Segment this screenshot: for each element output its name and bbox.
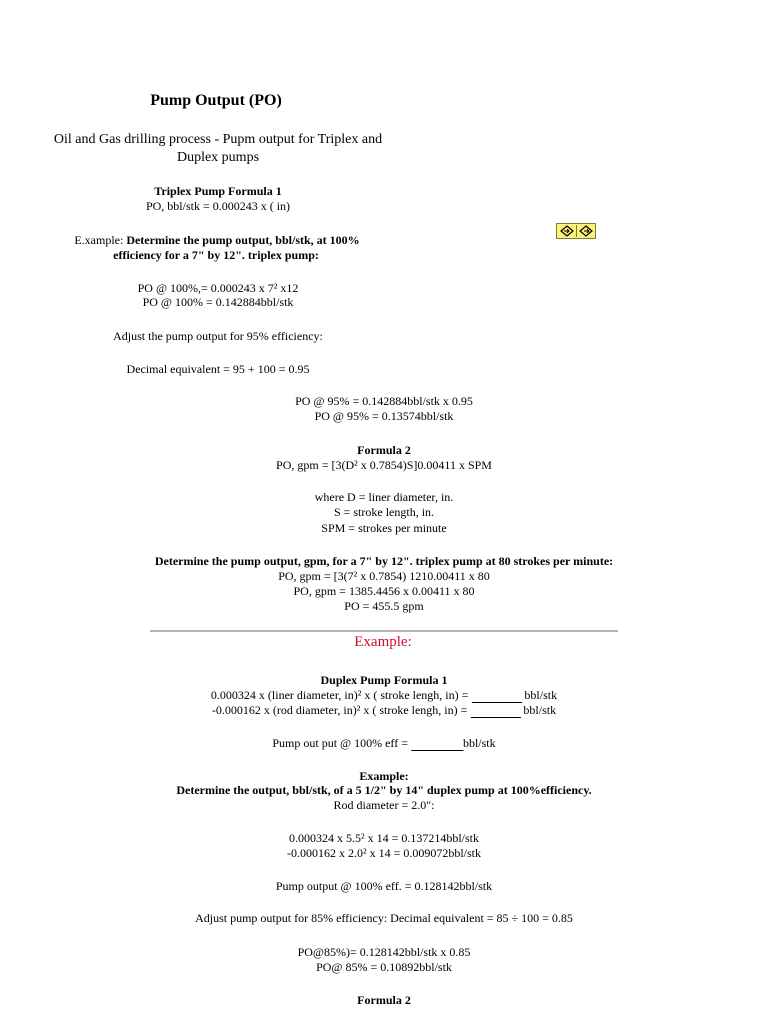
duplex-calc-3: Pump output @ 100% eff. = 0.128142bbl/stk bbox=[275, 879, 493, 893]
duplex-question: Determine the output, bbl/stk, of a 5 1/2" by 14" duplex pump at 100%efficiency. bbox=[176, 783, 592, 797]
duplex-formula-1-text: 0.000324 x (liner diameter, in)² x ( stroke lengh, in) = bbox=[210, 688, 472, 702]
formula2-formula: PO, gpm = [3(D² x 0.7854)S]0.00411 x SPM bbox=[276, 458, 492, 472]
triplex-adjust: Adjust the pump output for 95% efficiency: bbox=[113, 329, 323, 343]
formula2-heading: Formula 2 bbox=[357, 443, 411, 457]
subtitle-line-1: Oil and Gas drilling process - Pupm output for Triplex and bbox=[53, 132, 383, 147]
answer-blank bbox=[471, 688, 521, 703]
duplex-formula-1-unit: bbl/stk bbox=[521, 688, 558, 702]
example-prefix: E.xample: bbox=[74, 233, 127, 247]
formula2-where-3: SPM = strokes per minute bbox=[321, 521, 447, 535]
duplex-output-line bbox=[272, 736, 495, 751]
duplex-formula2-heading: Formula 2 bbox=[357, 993, 411, 1007]
formula2-calc-1: PO, gpm = [3(7² x 0.7854) 1210.00411 x 80 bbox=[278, 569, 490, 583]
triplex-calc-1: PO @ 100%,= 0.000243 x 7² x12 bbox=[137, 281, 299, 295]
duplex-calc-2: -0.000162 x 2.0² x 14 = 0.009072bbl/stk bbox=[286, 846, 482, 860]
triplex-calc-4: PO @ 95% = 0.13574bbl/stk bbox=[314, 409, 454, 423]
duplex-formula-line-1 bbox=[211, 688, 557, 703]
widget-divider bbox=[576, 225, 577, 237]
formula2-calc-3: PO = 455.5 gpm bbox=[344, 599, 424, 613]
subtitle-line-2: Duplex pumps bbox=[176, 150, 260, 165]
answer-blank bbox=[470, 703, 520, 718]
duplex-rod: Rod diameter = 2.0": bbox=[333, 798, 435, 812]
triplex-example-line-2: efficiency for a 7" by 12". triplex pump: bbox=[113, 248, 319, 262]
duplex-calc-4: PO@85%)= 0.128142bbl/stk x 0.85 bbox=[297, 945, 471, 959]
formula2-where-2: S = stroke length, in. bbox=[333, 505, 435, 519]
triplex-example-line-1 bbox=[74, 233, 359, 247]
triplex-formula: PO, bbl/stk = 0.000243 x ( in) bbox=[145, 199, 291, 213]
diamond-arrow-icon[interactable] bbox=[579, 225, 593, 237]
duplex-adjust: Adjust pump output for 85% efficiency: Decimal equivalent = 85 ÷ 100 = 0.85 bbox=[195, 911, 573, 925]
section-divider bbox=[150, 630, 618, 632]
triplex-decimal: Decimal equivalent = 95 + 100 = 0.95 bbox=[126, 362, 310, 376]
duplex-heading: Duplex Pump Formula 1 bbox=[320, 673, 448, 687]
duplex-calc-1: 0.000324 x 5.5² x 14 = 0.137214bbl/stk bbox=[288, 831, 480, 845]
page-title: Pump Output (PO) bbox=[150, 92, 282, 109]
answer-blank bbox=[411, 736, 463, 751]
duplex-calc-5: PO@ 85% = 0.10892bbl/stk bbox=[316, 960, 452, 974]
example-heading: Example: bbox=[354, 634, 412, 650]
duplex-output-unit: bbl/stk bbox=[462, 736, 496, 750]
duplex-example-label: Example: bbox=[359, 769, 409, 783]
example-question-1: Determine the pump output, bbl/stk, at 100% bbox=[126, 233, 360, 247]
formula2-calc-2: PO, gpm = 1385.4456 x 0.00411 x 80 bbox=[293, 584, 475, 598]
duplex-formula-2-unit: bbl/stk bbox=[520, 703, 557, 717]
duplex-formula-2-text: -0.000162 x (rod diameter, in)² x ( stroke lengh, in) = bbox=[211, 703, 471, 717]
diamond-arrow-icon[interactable] bbox=[560, 225, 574, 237]
formula2-where-1: where D = liner diameter, in. bbox=[314, 490, 454, 504]
formula2-question: Determine the pump output, gpm, for a 7" by 12". triplex pump at 80 strokes per minute: bbox=[154, 554, 614, 568]
triplex-heading: Triplex Pump Formula 1 bbox=[154, 184, 282, 198]
triplex-calc-3: PO @ 95% = 0.142884bbl/stk x 0.95 bbox=[295, 394, 473, 408]
navigation-widget[interactable] bbox=[556, 223, 596, 239]
duplex-formula-line-2 bbox=[212, 703, 556, 718]
triplex-calc-2: PO @ 100% = 0.142884bbl/stk bbox=[142, 295, 294, 309]
duplex-output-text: Pump out put @ 100% eff = bbox=[272, 736, 411, 750]
